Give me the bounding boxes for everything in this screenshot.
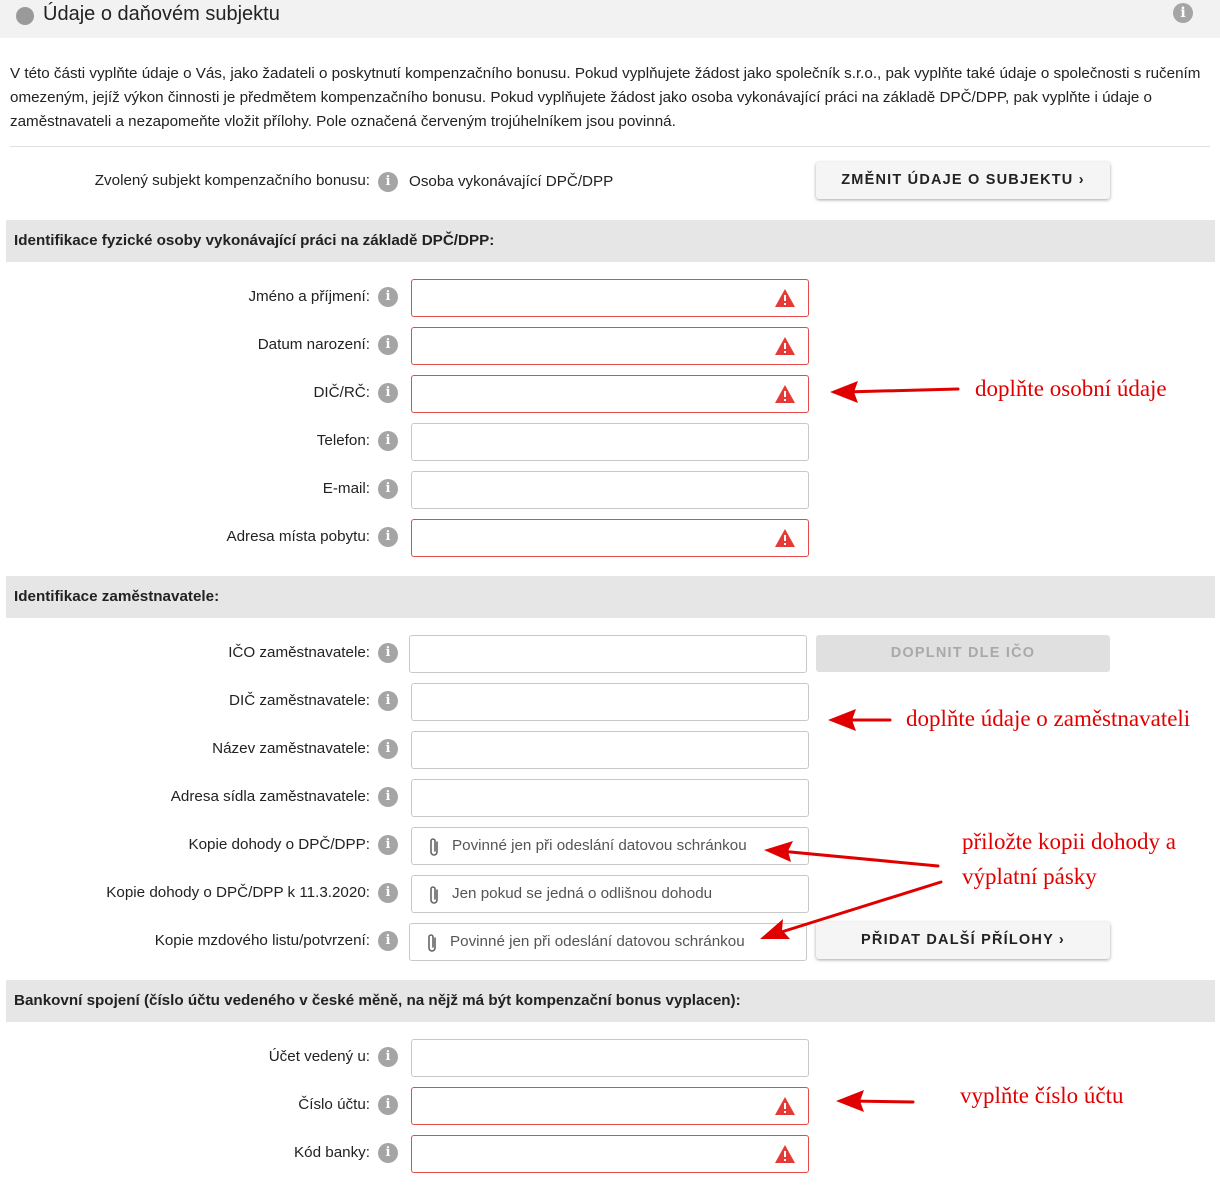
annotation-attachments-2: výplatní pásky bbox=[962, 864, 1097, 889]
field-label: IČO zaměstnavatele: bbox=[228, 644, 370, 661]
arrow-attachment-1 bbox=[764, 841, 938, 866]
field-label: Účet vedený u: bbox=[268, 1048, 370, 1065]
info-icon[interactable]: i bbox=[378, 479, 398, 499]
section-title: Identifikace zaměstnavatele: bbox=[14, 588, 220, 605]
info-icon[interactable]: i bbox=[378, 527, 398, 547]
annotation-employer: doplňte údaje o zaměstnavateli bbox=[906, 706, 1191, 731]
arrow-employer bbox=[828, 709, 890, 731]
field-label: Název zaměstnavatele: bbox=[212, 740, 370, 757]
info-icon[interactable]: i bbox=[378, 931, 398, 951]
section-title: Bankovní spojení (číslo účtu vedeného v české měně, na nějž má být kompenzační bonus vyplacen): bbox=[14, 992, 741, 1009]
info-icon[interactable]: i bbox=[378, 172, 398, 192]
field-label: DIČ/RČ: bbox=[313, 384, 370, 401]
annotation-attachments-1: přiložte kopii dohody a bbox=[962, 829, 1176, 854]
arrow-attachment-2 bbox=[760, 882, 941, 939]
info-icon[interactable]: i bbox=[378, 383, 398, 403]
info-icon[interactable]: i bbox=[378, 787, 398, 807]
field-label: Datum narození: bbox=[257, 336, 370, 353]
field-label: Telefon: bbox=[316, 432, 370, 449]
field-label: Adresa místa pobytu: bbox=[226, 528, 370, 545]
subject-value: Osoba vykonávající DPČ/DPP bbox=[409, 173, 614, 190]
page-title: Údaje o daňovém subjektu bbox=[43, 3, 280, 25]
field-label: Jméno a příjmení: bbox=[248, 288, 370, 305]
arrow-personal bbox=[830, 381, 958, 403]
fill-by-ico-button[interactable]: DOPLNIT DLE IČO bbox=[816, 635, 1110, 672]
attachment-placeholder: Povinné jen při odeslání datovou schránkou bbox=[450, 933, 745, 950]
attachment-placeholder: Jen pokud se jedná o odlišnou dohodu bbox=[452, 885, 713, 902]
field-label: Kód banky: bbox=[294, 1144, 370, 1161]
info-icon[interactable]: i bbox=[1173, 3, 1193, 23]
intro-text: V této části vyplňte údaje o Vás, jako žadateli o poskytnutí kompenzačního bonusu. Pokud vyplňujete žádost jako společník s.r.o., pak vyplňte také údaje o společnosti s ručením omezeným, jejíž výkon činnosti je předmětem kompenzačního bonusu. Pokud vyplňujete žádost jako osoba vykonávající práci na základě DPČ/DPP, pak vyplňte i údaje o zaměstnavateli a nezapomeňte vložit přílohy. Pole označená červeným trojúhelníkem jsou povinná. bbox=[10, 65, 1201, 130]
info-icon[interactable]: i bbox=[378, 335, 398, 355]
info-icon[interactable]: i bbox=[378, 287, 398, 307]
info-icon[interactable]: i bbox=[378, 835, 398, 855]
add-attachments-button[interactable]: PŘIDAT DALŠÍ PŘÍLOHY › bbox=[816, 922, 1110, 959]
field-label: DIČ zaměstnavatele: bbox=[229, 692, 370, 709]
info-icon[interactable]: i bbox=[378, 1095, 398, 1115]
field-label: Kopie dohody o DPČ/DPP: bbox=[188, 836, 370, 853]
field-label: E-mail: bbox=[322, 480, 370, 497]
info-icon[interactable]: i bbox=[378, 643, 398, 663]
info-icon[interactable]: i bbox=[378, 431, 398, 451]
section-title: Identifikace fyzické osoby vykonávající práci na základě DPČ/DPP: bbox=[14, 232, 495, 249]
info-icon[interactable]: i bbox=[378, 883, 398, 903]
field-label: Kopie dohody o DPČ/DPP k 11.3.2020: bbox=[106, 884, 370, 901]
chevron-right-icon: › bbox=[1078, 172, 1085, 188]
attachment-placeholder: Povinné jen při odeslání datovou schránkou bbox=[452, 837, 747, 854]
arrow-account bbox=[836, 1090, 913, 1112]
chevron-right-icon: › bbox=[1058, 932, 1065, 948]
change-subject-button[interactable]: ZMĚNIT ÚDAJE O SUBJEKTU › bbox=[816, 162, 1110, 199]
field-label: Číslo účtu: bbox=[298, 1096, 370, 1113]
info-icon[interactable]: i bbox=[378, 1143, 398, 1163]
field-label: Kopie mzdového listu/potvrzení: bbox=[154, 932, 370, 949]
info-icon[interactable]: i bbox=[378, 1047, 398, 1067]
info-icon[interactable]: i bbox=[378, 691, 398, 711]
info-icon[interactable]: i bbox=[378, 739, 398, 759]
annotation-account: vyplňte číslo účtu bbox=[960, 1083, 1124, 1108]
field-label: Adresa sídla zaměstnavatele: bbox=[170, 788, 370, 805]
subject-label: Zvolený subjekt kompenzačního bonusu: bbox=[94, 172, 370, 189]
annotation-personal: doplňte osobní údaje bbox=[975, 376, 1167, 401]
